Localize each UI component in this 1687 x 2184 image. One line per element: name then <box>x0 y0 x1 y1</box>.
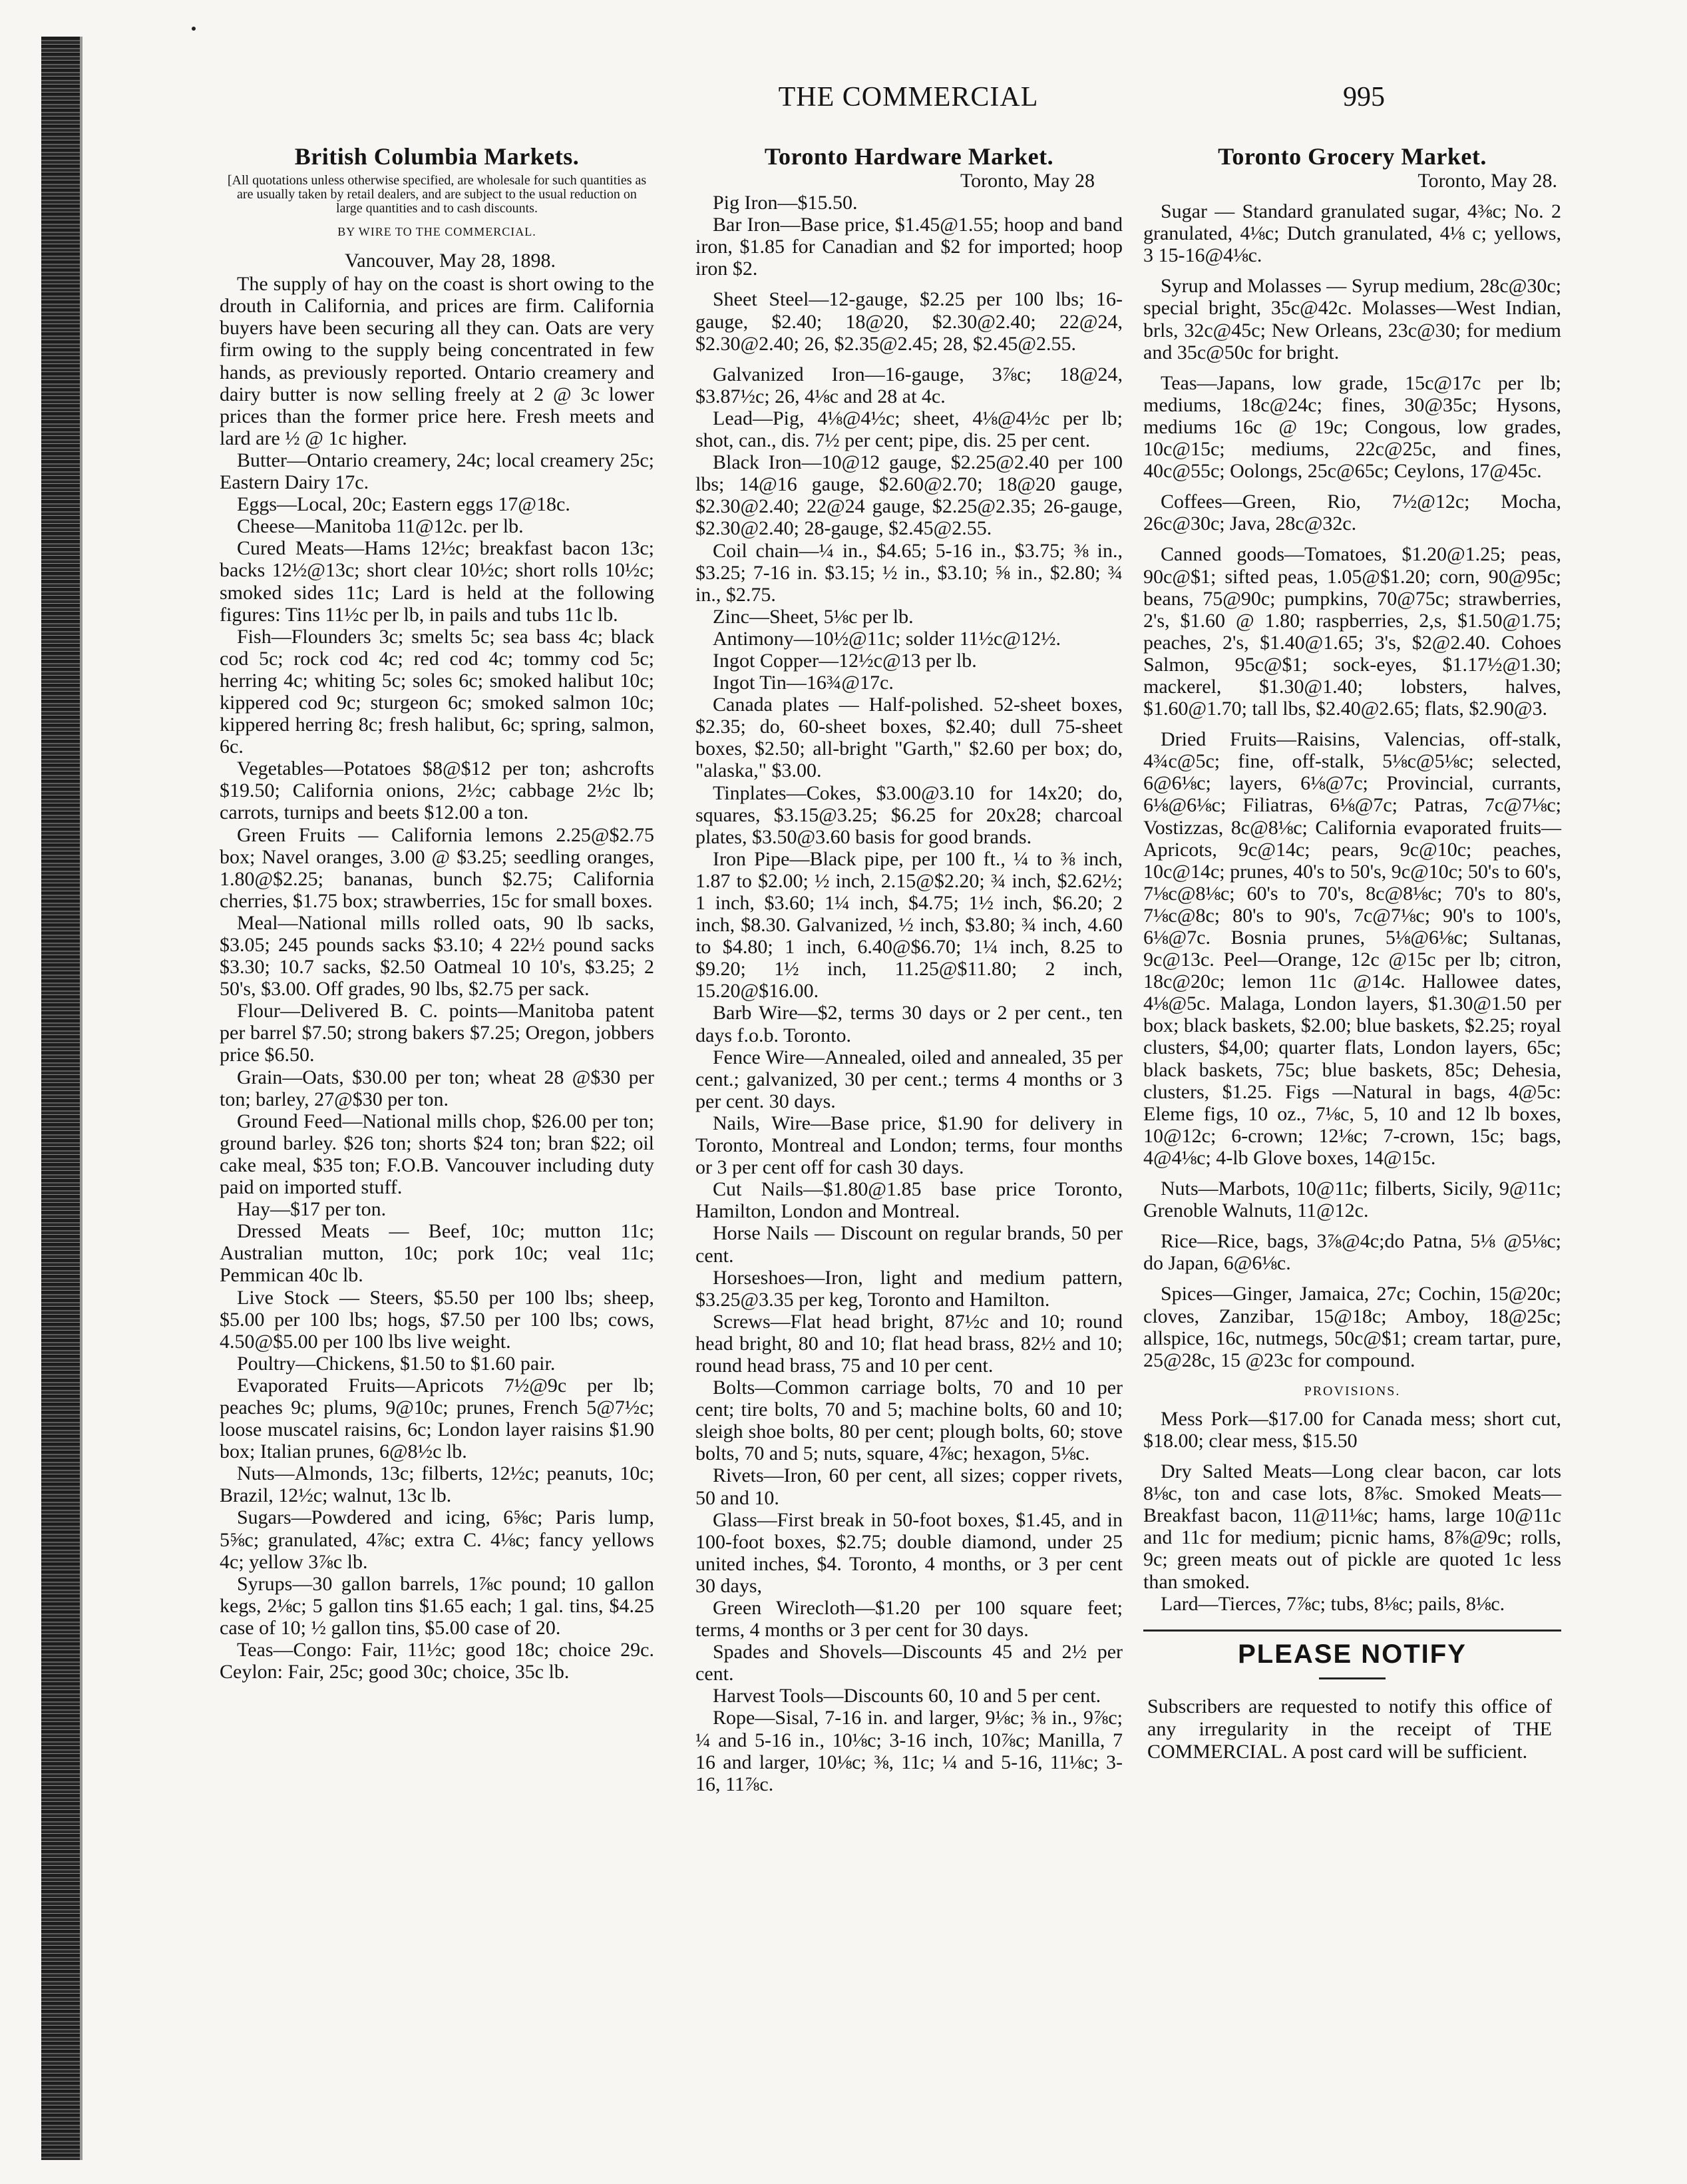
bc-paragraph: Butter—Ontario creamery, 24c; local creamery 25c; Eastern Dairy 17c. <box>220 449 654 494</box>
bc-paragraph: Teas—Congo: Fair, 11½c; good 18c; choice 29c. Ceylon: Fair, 25c; good 30c; choice, 35c lb. <box>220 1639 654 1683</box>
bc-paragraph: Eggs—Local, 20c; Eastern eggs 17@18c. <box>237 493 570 516</box>
hardware-paragraph: Spades and Shovels—Discounts 45 and 2½ per cent. <box>695 1641 1123 1685</box>
grocery-paragraph: Canned goods—Tomatoes, $1.20@1.25; peas, 90c@$1; sifted peas, 1.05@$1.20; corn, 90@95c; beans, 75@90c; pumpkins, 70@75c; strawberries, 2's, $1.60 @ 1.80; raspberries, 2,s, $1.50@1.75; peaches, 2's, $1.40@1.65; 3's, $2@2.40. Cohoes Salmon, 95c@$1; sock-eyes, $1.17½@1.30; mackerel, $1.30@1.40; lobsters, halves, $1.60@1.70; tall lbs, $2.40@2.65; flats, $2.90@3. <box>1143 543 1561 720</box>
bc-paragraph: Cheese—Manitoba 11@12c. per lb. <box>237 515 524 538</box>
hardware-paragraph: Sheet Steel—12-gauge, $2.25 per 100 lbs; 16-gauge, $2.40; 18@20, $2.30@2.40; 22@24, $2.30@2.40; 26, $2.35@2.45; 28, $2.45@2.55. <box>695 288 1123 355</box>
hardware-paragraph: Nails, Wire—Base price, $1.90 for delivery in Toronto, Montreal and London; terms, four months or 3 per cent off for cash 30 days. <box>695 1112 1123 1179</box>
running-head: THE COMMERCIAL <box>778 82 1039 112</box>
bc-paragraph: Poultry—Chickens, $1.50 to $1.60 pair. <box>237 1352 556 1375</box>
hardware-paragraph: Ingot Tin—16¾@17c. <box>713 672 894 694</box>
grocery-paragraph: Teas—Japans, low grade, 15c@17c per lb; mediums, 18c@24c; fines, 30@35c; Hysons, mediums 16c @ 19c; Congous, low grades, 10c@15c; mediums, 22c@25c, and fines, 40c@55c; Oolongs, 25c@65c; Ceylons, 17@45c. <box>1143 371 1561 483</box>
grocery-dateline: Toronto, May 28. <box>1417 170 1557 192</box>
provisions-paragraph: Lard—Tierces, 7⅞c; tubs, 8⅛c; pails, 8⅛c. <box>1161 1592 1505 1615</box>
bc-wire-line: BY WIRE TO THE COMMERCIAL. <box>337 225 536 238</box>
hardware-paragraph: Harvest Tools—Discounts 60, 10 and 5 per cent. <box>713 1685 1101 1707</box>
bc-paragraph: Fish—Flounders 3c; smelts 5c; sea bass 4c; black cod 5c; rock cod 4c; red cod 4c; tommy cod 5c; herring 4c; whiting 5c; soles 6c; smoked halibut 10c; kippered cod 9c; sturgeon 6c; smoked salmon 10c; kippered herring 8c; fresh halibut, 6c; spring, salmon, 6c. <box>220 625 654 758</box>
hardware-paragraph: Glass—First break in 50-foot boxes, $1.45, and in 100-foot boxes, $2.75; double diamond, under 25 united inches, $4. Toronto, 4 months, or 3 per cent 30 days, <box>695 1508 1123 1597</box>
grocery-paragraph: Dried Fruits—Raisins, Valencias, off-stalk, 4¾c@5c; fine, off-stalk, 5⅛c@5⅛c; selected, 6@6⅛c; layers, 6⅛@7c; Provincial, currants, 6⅛@6⅛c; Filiatras, 6⅛@7c; Patras, 7c@7⅛c; Vostizzas, 8c@8⅛c; California evaporated fruits—Apricots, 9c@14c; pears, 9c@10c; peaches, 10c@14c; prunes, 40's to 50's, 9c@10c; 50's to 60's, 7⅛c@8⅛c; 60's to 70's, 8c@8⅛c; 70's to 80's, 7⅛c@8c; 80's to 90's, 7c@7⅛c; 90's to 100's, 6⅛@7c. Bosnia prunes, 5⅛@6⅛c; Sultanas, 9c@13c. Peel—Orange, 12c @15c per lb; citron, 18c@20c; lemon 11c @14c. Hallowee dates, 4⅛@5c. Malaga, London layers, $1.30@1.50 per box; black baskets, $2.00; blue baskets, $2.25; royal clusters, $4,00; quarter flats, London layers, 65c; black baskets, 75c; blue baskets, 85c; Dehesia, clusters, $1.25. Figs —Natural in bags, 4@5c: Eleme figs, 10 oz., 7⅛c, 5, 10 and 12 lb boxes, 10@12c; 6-crown; 12⅛c; 7-crown, 15c; bags, 4@4⅛c; 4-lb Glove boxes, 14@15c. <box>1143 728 1561 1169</box>
column-toronto-grocery <box>1143 143 1561 1763</box>
bc-paragraph: Evaporated Fruits—Apricots 7½@9c per lb; peaches 9c; plums, 9@10c; prunes, French 5@7½c; loose muscatel raisins, 6c; London layer raisins $1.90 box; Italian prunes, 6@8½c lb. <box>220 1374 654 1463</box>
hardware-paragraph: Rope—Sisal, 7-16 in. and larger, 9⅛c; ⅜ in., 9⅞c; ¼ and 5-16 in., 10⅛c; 3-16 inch, 10⅞c; Manilla, 7 16 and larger, 10⅛c; ⅜, 11c; ¼ and 5-16, 11⅛c; 3-16, 11⅞c. <box>695 1707 1123 1795</box>
bc-paragraph: Sugars—Powdered and icing, 6⅝c; Paris lump, 5⅝c; granulated, 4⅞c; extra C. 4⅛c; fancy yellows 4c; yellow 3⅞c lb. <box>220 1506 654 1573</box>
bc-paragraph: Meal—National mills rolled oats, 90 lb sacks, $3.05; 245 pounds sacks $3.10; 4 22½ pound sacks $3.30; 10.7 sacks, $2.50 Oatmeal 10 10's, $3.25; 2 50's, $3.00. Off grades, 90 lbs, $2.75 per sack. <box>220 911 654 1000</box>
hardware-paragraph: Pig Iron—$15.50. <box>713 192 858 214</box>
hardware-paragraph: Ingot Copper—12½c@13 per lb. <box>713 649 977 672</box>
grocery-paragraph: Sugar — Standard granulated sugar, 4⅜c; No. 2 granulated, 4⅛c; Dutch granulated, 4⅛ c; yellows, 3 15-16@4⅛c. <box>1143 200 1561 267</box>
grocery-paragraph: Nuts—Marbots, 10@11c; filberts, Sicily, 9@11c; Grenoble Walnuts, 11@12c. <box>1143 1178 1561 1222</box>
bc-paragraph: Hay—$17 per ton. <box>237 1198 387 1221</box>
notify-body: Subscribers are requested to notify this office of any irregularity in the receipt of THE COMMERCIAL. A post card will be sufficient. <box>1147 1695 1552 1763</box>
bc-paragraph: Grain—Oats, $30.00 per ton; wheat 28 @$30 per ton; barley, 27@$30 per ton. <box>220 1066 654 1110</box>
bc-dateline: Vancouver, May 28, 1898. <box>344 250 556 272</box>
hardware-paragraph: Bolts—Common carriage bolts, 70 and 10 per cent; tire bolts, 70 and 5; machine bolts, 60 and 10; sleigh shoe bolts, 80 per cent; plough bolts, 60; stove bolts, 70 and 5; nuts, square, 4⅞c; hexagon, 5⅛c. <box>695 1377 1123 1465</box>
hardware-paragraph: Cut Nails—$1.80@1.85 base price Toronto, Hamilton, London and Montreal. <box>695 1178 1123 1223</box>
bc-paragraph: Vegetables—Potatoes $8@$12 per ton; ashcrofts $19.50; California onions, 2½c; cabbage 2½c lb; carrots, turnips and beets $12.00 a ton. <box>220 758 654 824</box>
provisions-heading: PROVISIONS. <box>1304 1383 1401 1399</box>
hardware-paragraph: Green Wirecloth—$1.20 per 100 square feet; terms, 4 months or 3 per cent for 30 days. <box>695 1597 1123 1641</box>
grocery-paragraph: Rice—Rice, bags, 3⅞@4c;do Patna, 5⅛ @5⅛c; do Japan, 6@6⅛c. <box>1143 1230 1561 1275</box>
bc-quotation-note: [All quotations unless otherwise specified, are wholesale for such quantities as are usually taken by retail dealers, and are subject to the usual reduction on large quantities and to cash discounts. <box>227 173 647 216</box>
grocery-paragraph: Spices—Ginger, Jamaica, 27c; Cochin, 15@20c; cloves, Zanzibar, 15@18c; Amboy, 18@25c; allspice, 16c, nutmegs, 50c@$1; cream tartar, pure, 25@28c, 15 @23c for compound. <box>1143 1283 1561 1371</box>
hardware-paragraph: Canada plates — Half-polished. 52-sheet boxes, $2.35; do, 60-sheet boxes, $2.40; dull 75-sheet boxes, $2.50; all-bright "Garth," $2.60 per box; do, "alaska," $3.00. <box>695 694 1123 782</box>
hardware-paragraph: Fence Wire—Annealed, oiled and annealed, 35 per cent.; galvanized, 30 per cent.; terms 4 months or 3 per cent. 30 days. <box>695 1046 1123 1112</box>
hardware-paragraph: Bar Iron—Base price, $1.45@1.55; hoop and band iron, $1.85 for Canadian and $2 for imported; hoop iron $2. <box>695 214 1123 280</box>
hardware-paragraph: Iron Pipe—Black pipe, per 100 ft., ¼ to ⅜ inch, 1.87 to $2.00; ½ inch, 2.15@$2.20; ¾ inch, $2.62½; 1 inch, $3.60; 1¼ inch, $4.75; 1½ inch, $6.20; 2 inch, $8.30. Galvanized, ½ inch, $3.80; ¾ inch, 4.60 to $4.80; 1 inch, 6.40@$6.70; 1¼ inch, 8.25 to $9.20; 1½ inch, 11.25@$11.80; 2 inch, 15.20@$16.00. <box>695 847 1123 1002</box>
bc-paragraph: Dressed Meats — Beef, 10c; mutton 11c; Australian mutton, 10c; pork 10c; veal 11c; Pemmican 40c lb. <box>220 1220 654 1287</box>
provisions-paragraph: Mess Pork—$17.00 for Canada mess; short cut, $18.00; clear mess, $15.50 <box>1143 1407 1561 1452</box>
grocery-title: Toronto Grocery Market. <box>1218 143 1487 170</box>
hardware-paragraph: Black Iron—10@12 gauge, $2.25@2.40 per 100 lbs; 14@16 gauge, $2.60@2.70; 18@20 gauge, $2.30@2.40; 22@24 gauge, $2.25@2.35; 26-gauge, $2.30@2.40; 28-gauge, $2.45@2.55. <box>695 451 1123 540</box>
grocery-paragraph: Syrup and Molasses — Syrup medium, 28c@30c; special bright, 35c@42c. Molasses—West Indian, brls, 32c@45c; New Orleans, 23c@30; for medium and 35c@50c for bright. <box>1143 275 1561 363</box>
hardware-paragraph: Horseshoes—Iron, light and medium pattern, $3.25@3.35 per keg, Toronto and Hamilton. <box>695 1266 1123 1311</box>
hardware-paragraph: Tinplates—Cokes, $3.00@3.10 for 14x20; do, squares, $3.15@3.25; $6.25 for 20x28; charcoal plates, $3.50@3.60 basis for good brands. <box>695 781 1123 848</box>
hardware-paragraph: Antimony—10½@11c; solder 11½c@12½. <box>713 627 1061 650</box>
column-british-columbia <box>220 143 654 1683</box>
hardware-paragraph: Barb Wire—$2, terms 30 days or 2 per cent., ten days f.o.b. Toronto. <box>695 1002 1123 1046</box>
provisions-paragraph: Dry Salted Meats—Long clear bacon, car lots 8⅛c, ton and case lots, 8⅞c. Smoked Meats—Breakfast bacon, 11@11⅛c; hams, large 10@11c and 11c for medium; picnic hams, 8⅞@9c; rolls, 9c; green meats out of pickle are quoted 1c less than smoked. <box>1143 1460 1561 1593</box>
notify-title: PLEASE NOTIFY <box>1238 1639 1467 1669</box>
bc-paragraph: The supply of hay on the coast is short owing to the drouth in California, and prices are firm. California buyers have been securing all they can. Oats are very firm owing to the supply being concentrated in few hands, as previously reported. Ontario creamery and dairy butter is now selling freely at 2 @ 3c lower prices than the former price here. Fresh meets and lard are ½ @ 1c higher. <box>220 273 654 449</box>
bc-paragraph: Cured Meats—Hams 12½c; breakfast bacon 13c; backs 12½@13c; short clear 10½c; short rolls 10½c; smoked sides 11c; Lard is held at the following figures: Tins 11½c per lb, in pails and tubs 11c lb. <box>220 537 654 626</box>
column-toronto-hardware <box>695 143 1123 1795</box>
grocery-paragraph: Coffees—Green, Rio, 7½@12c; Mocha, 26c@30c; Java, 28c@32c. <box>1143 491 1561 535</box>
hardware-paragraph: Coil chain—¼ in., $4.65; 5-16 in., $3.75; ⅜ in., $3.25; 7-16 in. $3.15; ½ in., $3.10; ⅝ in., $2.80; ¾ in., $2.75. <box>695 539 1123 606</box>
bc-paragraph: Green Fruits — California lemons 2.25@$2.75 box; Navel oranges, 3.00 @ $3.25; seedling oranges, 1.80@$2.25; bananas, bunch $2.75; California cherries, $1.75 box; strawberries, 15c for small boxes. <box>220 823 654 912</box>
section-rule <box>1143 1630 1561 1632</box>
hardware-paragraph: Rivets—Iron, 60 per cent, all sizes; copper rivets, 50 and 10. <box>695 1464 1123 1509</box>
bc-paragraph: Flour—Delivered B. C. points—Manitoba patent per barrel $7.50; strong bakers $7.25; Oregon, jobbers price $6.50. <box>220 1000 654 1066</box>
hardware-title: Toronto Hardware Market. <box>764 143 1054 170</box>
hardware-paragraph: Lead—Pig, 4⅛@4½c; sheet, 4⅛@4½c per lb; shot, can., dis. 7½ per cent; pipe, dis. 25 per cent. <box>695 407 1123 452</box>
bc-paragraph: Nuts—Almonds, 13c; filberts, 12½c; peanuts, 10c; Brazil, 12½c; walnut, 13c lb. <box>220 1462 654 1507</box>
bc-title: British Columbia Markets. <box>294 143 580 170</box>
binding-edge <box>41 37 80 2160</box>
hardware-paragraph: Galvanized Iron—16-gauge, 3⅞c; 18@24, $3.87½c; 26, 4⅛c and 28 at 4c. <box>695 363 1123 407</box>
hardware-paragraph: Horse Nails — Discount on regular brands, 50 per cent. <box>695 1222 1123 1267</box>
bc-paragraph: Syrups—30 gallon barrels, 1⅞c pound; 10 gallon kegs, 2⅛c; 5 gallon tins $1.65 each; 1 gal. tins, $4.25 case of 10; ½ gallon tins, $5.00 case of 20. <box>220 1572 654 1639</box>
bc-paragraph: Live Stock — Steers, $5.50 per 100 lbs; sheep, $5.00 per 100 lbs; hogs, $7.50 per 100 lbs; cows, 4.50@$5.00 per 100 lbs live weight. <box>220 1286 654 1353</box>
ink-dot <box>192 27 196 31</box>
binding-shadow <box>80 37 83 2160</box>
notify-rule <box>1319 1677 1386 1679</box>
hardware-paragraph: Screws—Flat head bright, 87½c and 10; round head bright, 80 and 10; flat head brass, 82½ and 10; round head brass, 75 and 10 per cent. <box>695 1310 1123 1377</box>
hardware-dateline: Toronto, May 28 <box>960 170 1095 192</box>
hardware-paragraph: Zinc—Sheet, 5⅛c per lb. <box>713 605 914 628</box>
page-number: 995 <box>1343 82 1385 112</box>
bc-paragraph: Ground Feed—National mills chop, $26.00 per ton; ground barley. $26 ton; shorts $24 ton; bran $22; oil cake meal, $35 ton; F.O.B. Vancouver including duty paid on imported stuff. <box>220 1110 654 1199</box>
